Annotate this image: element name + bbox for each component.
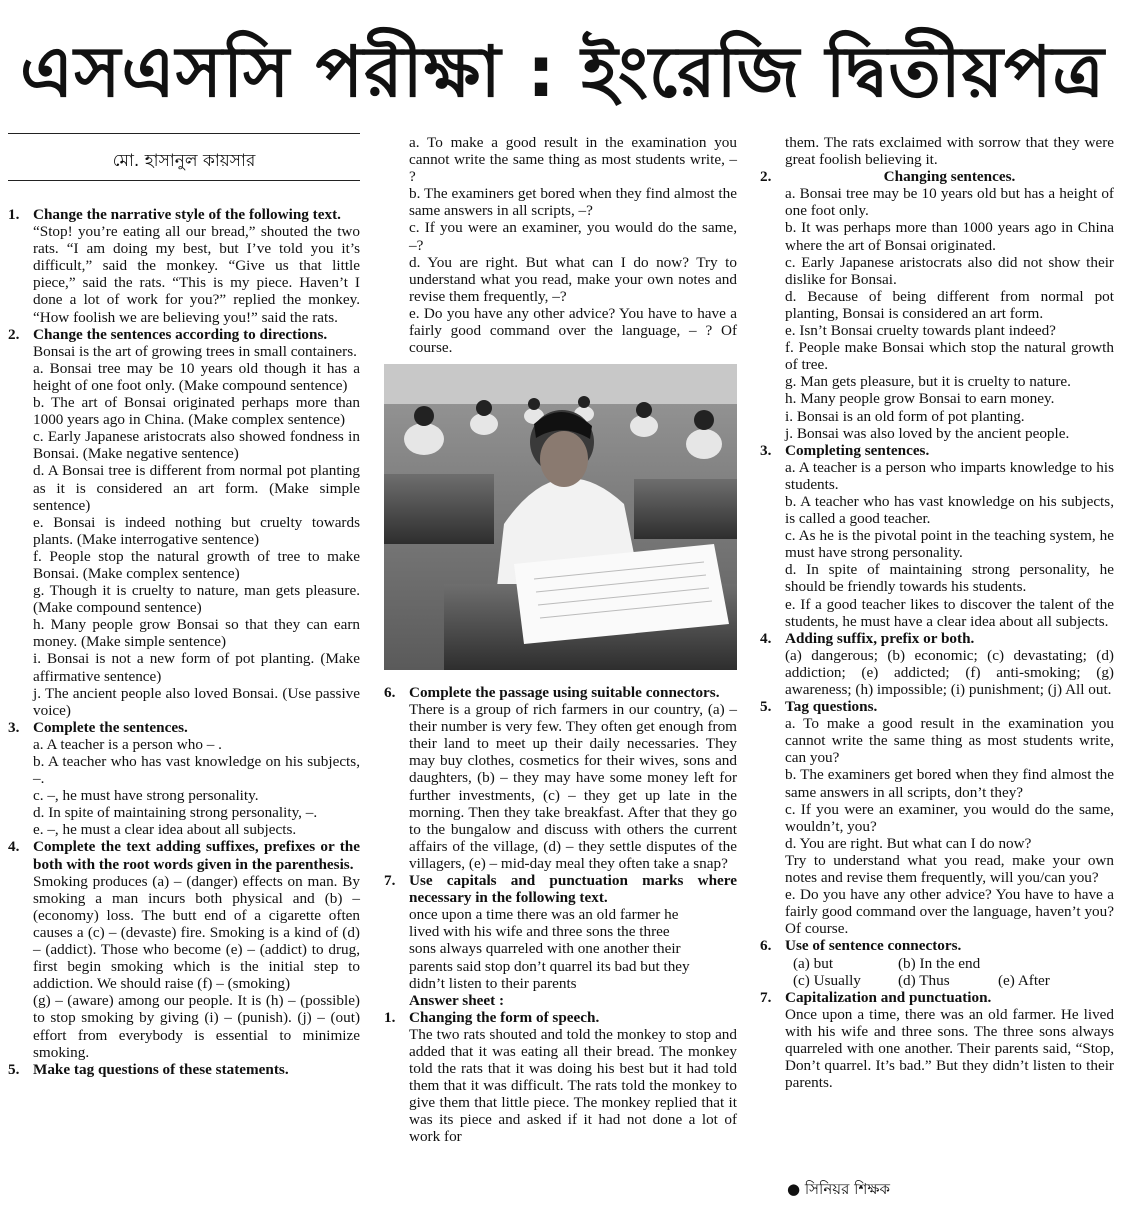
grid-cell: (e) After xyxy=(998,971,1050,989)
answer-2: 2. Changing sentences. a. Bonsai tree may be 10 years old but has a height of one foot only. b. It was perhaps more than 1000 years ago in China where the art of Bonsai originated. c. Early Japanese aristocrats also did not show their dislike for Bonsai. d. Because of being different from normal pot planting, Bonsai is considered an art form. e. Isn’t Bonsai cruelty towards plant indeed? f. People make Bonsai which stop the natural growth of tree. g. Man gets pleasure, but it is cruelty to nature. h. Many people grow Bonsai to earn money. i. Bonsai is an old form of pot planting. j. Bonsai was also loved by the ancient people. xyxy=(760,168,1114,442)
grid-cell xyxy=(998,955,1108,972)
question-text: Smoking produces (a) – (danger) effects on man. By smoking a man incurs both physical and (b) – (economy) loss. The butt end of a cigarette often causes a (c) – (devaste) fire. Smoking is a kind of (d) – (addict). Those who become (e) – (addict) to drug, first begin smoking which is the initial step to addiction. We should raise (f) – (smoking) xyxy=(33,872,360,993)
exam-hall-photo xyxy=(384,364,737,670)
list-item: e. Do you have any other advice? You have to have a fairly good command over the language, – ? Of course. xyxy=(409,304,737,357)
list-item: j. The ancient people also loved Bonsai. (Use passive voice) xyxy=(33,684,360,719)
question-title: Complete the passage using suitable connectors. xyxy=(409,684,720,701)
column-2 xyxy=(384,134,737,356)
answer-title: Changing sentences. xyxy=(883,168,1016,186)
question-5-items xyxy=(384,134,737,356)
list-item: b. A teacher who has vast knowledge on his subjects, –. xyxy=(33,753,360,788)
list-item: a. Bonsai tree may be 10 years old though it has a height of one foot only. (Make compound sentence) xyxy=(33,359,360,394)
answer-4: 4. Adding suffix, prefix or both. (a) dangerous; (b) economic; (c) devastating; (d) addiction; (e) addicted; (f) anti-smoking; (g) awareness; (h) impossible; (i) punishment; (j) All out. xyxy=(760,629,1114,698)
question-title: Make tag questions of these statements. xyxy=(33,1060,289,1078)
list-item: d. In spite of maintaining strong personality, –. xyxy=(33,804,318,822)
question-7: 7. Use capitals and punctuation marks where necessary in the following text. once upon a time there was an old farmer he lived with his wife and three sons the three sons always quarreled with one another their parents said stop don’t quarrel its bad but they didn’t listen to their parents Answer sheet : xyxy=(384,872,737,1009)
list-item: e. Do you have any other advice? You have to have a fairly good command over the language, haven’t you? Of course. xyxy=(785,886,1114,938)
text-line: parents said stop don’t quarrel its bad but they xyxy=(409,957,690,975)
question-5: 5. Make tag questions of these statements. xyxy=(8,1061,360,1078)
list-item: a. Bonsai tree may be 10 years old but has a height of one foot only. xyxy=(785,185,1114,220)
text-line: once upon a time there was an old farmer he xyxy=(409,906,679,924)
list-item: a. A teacher is a person who – . xyxy=(33,735,222,753)
list-item: j. Bonsai was also loved by the ancient people. xyxy=(785,424,1070,442)
grid-cell: (b) In the end xyxy=(898,954,981,972)
column-3 xyxy=(760,134,1114,1091)
list-item: h. Many people grow Bonsai so that they can earn money. (Make simple sentence) xyxy=(33,616,360,651)
list-item: b. The examiners get bored when they find almost the same answers in all scripts, –? xyxy=(409,185,737,220)
question-1: 1. Change the narrative style of the following text. “Stop! you’re eating all our bread,” shouted the two rats. “I am doing my best, but I’ve told you it’s difficult,” said the monkey. “Give us that little piece,” said the rats. “This is my piece. Haven’t I done a lot of work for you?” replied the monkey. “How foolish we are believing you!” said the rats. xyxy=(8,206,360,326)
list-item: e. Isn’t Bonsai cruelty towards plant indeed? xyxy=(785,322,1056,340)
list-item: b. It was perhaps more than 1000 years ago in China where the art of Bonsai originated. xyxy=(785,219,1114,254)
answer-title: Changing the form of speech. xyxy=(409,1008,600,1026)
list-item: b. The examiners get bored when they find almost the same answers in all scripts, don’t they? xyxy=(785,766,1114,801)
list-item: i. Bonsai is not a new form of pot planting. (Make affirmative sentence) xyxy=(33,650,360,685)
text-line: sons always quarreled with one another their xyxy=(409,940,681,958)
answer-title: Completing sentences. xyxy=(785,441,930,459)
answer-title: Tag questions. xyxy=(785,698,878,716)
list-item: a. A teacher is a person who imparts knowledge to his students. xyxy=(785,458,1114,493)
answer-title: Capitalization and punctuation. xyxy=(785,988,992,1006)
list-item: b. The art of Bonsai originated perhaps more than 1000 years ago in China. (Make complex sentence) xyxy=(33,394,360,429)
answer-text: (a) dangerous; (b) economic; (c) devastating; (d) addiction; (e) addicted; (f) anti-smoking; (g) awareness; (h) impossible; (i) punishment; (j) All out. xyxy=(785,646,1114,698)
list-item: d. A Bonsai tree is different from normal pot planting as it is considered an art form. (Make simple sentence) xyxy=(33,462,360,514)
list-item: a. To make a good result in the examination you cannot write the same thing as most students write, – ? xyxy=(409,134,737,186)
list-item: b. A teacher who has vast knowledge on his subjects, is called a good teacher. xyxy=(785,492,1114,528)
question-2: 2. Change the sentences according to directions. Bonsai is the art of growing trees in small containers. a. Bonsai tree may be 10 years old though it has a height of one foot only. (Make compound sentence) b. The art of Bonsai originated perhaps more than 1000 years ago in China. (Make complex sentence) c. Early Japanese aristocrats also showed fondness in Bonsai. (Make negative sentence) d. A Bonsai tree is different from normal pot planting as it is considered an art form. (Make simple sentence) e. Bonsai is indeed nothing but cruelty towards plants. (Make interrogative sentence) f. People stop the natural growth of tree to make Bonsai. (Make complex sentence) g. Though it is cruelty to nature, man gets pleasure. (Make compound sentence) h. Many people grow Bonsai so that they can earn money. (Make simple sentence) i. Bonsai is not a new form of pot planting. (Make affirmative sentence) j. The ancient people also loved Bonsai. (Use passive voice) xyxy=(8,325,360,719)
list-item: c. If you were an examiner, you would do the same, –? xyxy=(409,219,737,254)
byline-rule-bottom xyxy=(8,180,360,181)
list-item: h. Many people grow Bonsai to earn money. xyxy=(785,390,1055,408)
question-title: Change the narrative style of the following text. xyxy=(33,206,341,223)
text-line: didn’t listen to their parents xyxy=(409,974,577,992)
question-title: Use capitals and punctuation marks where necessary in the following text. xyxy=(409,872,737,907)
byline: মো. হাসানুল কায়সার xyxy=(112,151,256,171)
answer-text: The two rats shouted and told the monkey to stop and added that it was eating all their bread. The monkey told the rats that it was doing his best but it had told them that it was difficult. The rats told the monkey to give them that little piece. The monkey replied that it was its piece and asked if it had not done a lot of work for xyxy=(409,1025,737,1146)
list-item: e. If a good teacher likes to discover the talent of the students, he must have a clear idea about all subjects. xyxy=(785,595,1114,630)
question-3: 3. Complete the sentences. a. A teacher is a person who – . b. A teacher who has vast knowledge on his subjects, –. c. –, he must have strong personality. d. In spite of maintaining strong personality, –. e. –, he must a clear idea about all subjects. xyxy=(8,718,360,839)
grid-cell: (c) Usually xyxy=(793,971,861,989)
answer-3: 3. Completing sentences. a. A teacher is a person who imparts knowledge to his students. b. A teacher who has vast knowledge on his subjects, is called a good teacher. c. As he is the pivotal point in the teaching system, he must have strong personality. d. In spite of maintaining strong personality, he should be friendly towards his students. e. If a good teacher likes to discover the talent of the students, he must have a clear idea about all subjects. xyxy=(760,441,1114,630)
author-signature: ● সিনিয়র শিক্ষক xyxy=(787,1180,890,1198)
question-title: Complete the sentences. xyxy=(33,718,188,736)
answer-title: Adding suffix, prefix or both. xyxy=(785,629,975,647)
list-item: d. You are right. But what can I do now? xyxy=(785,834,1032,852)
answer-6: 6. Use of sentence connectors. (a) but (b) In the end (c) Usually (d) Thus (e) After xyxy=(760,937,1114,988)
question-title: Complete the text adding suffixes, prefixes or the both with the root words given in the parenthesis. xyxy=(33,838,360,873)
list-item: e. –, he must a clear idea about all subjects. xyxy=(33,821,297,839)
list-item: c. Early Japanese aristocrats also did not show their dislike for Bonsai. xyxy=(785,253,1114,288)
answer-5: 5. Tag questions. a. To make a good result in the examination you cannot write the same thing as most students write, can you? b. The examiners get bored when they find almost the same answers in all scripts, don’t they? c. If you were an examiner, you would do the same, wouldn’t, you? d. You are right. But what can I do now? Try to understand what you read, make your own notes and revise them frequently, will you/can you? e. Do you have any other advice? You have to have a fairly good command over the language, haven’t you? Of course. xyxy=(760,698,1114,938)
list-item: c. If you were an examiner, you would do the same, wouldn’t, you? xyxy=(785,800,1114,835)
text-line: lived with his wife and three sons the three xyxy=(409,923,670,941)
question-6: 6. Complete the passage using suitable connectors. There is a group of rich farmers in our country, (a) – their number is very few. They often get enough from their land to meet up their daily necessaries. They may buy clothes, cosmetics for their wives, sons and daughters, (b) – they may have some money left for further investments, (c) – they get up late in the morning. Then they take breakfast. After that they go to the bungalow and discuss with others the current affairs of the village, (d) – they settle disputes of the villagers, (e) – mid-day meal they often take a snap? xyxy=(384,684,737,872)
list-item: e. Bonsai is indeed nothing but cruelty towards plants. (Make interrogative sentence) xyxy=(33,513,360,548)
list-item: a. To make a good result in the examination you cannot write the same thing as most students write, can you? xyxy=(785,715,1114,767)
answer-1: 1. Changing the form of speech. The two rats shouted and told the monkey to stop and added that it was eating all their bread. The monkey told the rats that it was doing his best but it had told them that it was difficult. The rats told the monkey to give them that little piece. The monkey replied that it was its piece and asked if it had not done a lot of work for xyxy=(384,1008,737,1146)
list-item: Try to understand what you read, make your own notes and revise them frequently, will you/can you? xyxy=(785,851,1114,887)
answer-text: Once upon a time, there was an old farmer. He lived with his wife and three sons. The three sons always quarreled with one another. Their parents said, “Stop, Don’t quarrel. It’s bad.” But they didn’t listen to their parents. xyxy=(785,1005,1114,1092)
grid-cell: (d) Thus xyxy=(898,971,950,989)
byline-rule-top xyxy=(8,133,360,134)
list-item: f. People stop the natural growth of tree to make Bonsai. (Make complex sentence) xyxy=(33,547,360,582)
page-headline: এসএসসি পরীক্ষা : ইংরেজি দ্বিতীয়পত্র xyxy=(20,31,1105,113)
connector-grid xyxy=(785,955,1114,989)
list-item: f. People make Bonsai which stop the natural growth of tree. xyxy=(785,339,1114,374)
answer-title: Use of sentence connectors. xyxy=(785,937,962,955)
list-item: c. Early Japanese aristocrats also showed fondness in Bonsai. (Make negative sentence) xyxy=(33,428,360,463)
list-item: g. Though it is cruelty to nature, man gets pleasure. (Make compound sentence) xyxy=(33,582,360,617)
answer-sheet-heading: Answer sheet : xyxy=(409,991,505,1009)
answer-1-continued: them. The rats exclaimed with sorrow that they were great foolish believing it. xyxy=(785,134,1114,169)
list-item: d. Because of being different from normal pot planting, Bonsai is considered an art form. xyxy=(785,287,1114,322)
question-text: There is a group of rich farmers in our country, (a) – their number is very few. They often get enough from their land to meet up their daily necessaries. They may buy clothes, cosmetics for their wives, sons and daughters, (b) – they may have some money left for further investments, (c) – they get up late in the morning. Then they take breakfast. After that they go to the bungalow and discuss with others the current affairs of the village, (d) – they settle disputes of the villagers, (e) – mid-day meal they often take a snap? xyxy=(409,701,737,872)
answer-7: 7. Capitalization and punctuation. Once upon a time, there was an old farmer. He lived with his wife and three sons. The three sons always quarreled with one another. Their parents said, “Stop, Don’t quarrel. It’s bad.” But they didn’t listen to their parents. xyxy=(760,988,1114,1092)
list-item: d. You are right. But what can I do now? Try to understand what you read, make your own notes and revise them frequently, –? xyxy=(409,253,737,305)
column-2-lower xyxy=(384,684,737,1146)
list-item: c. –, he must have strong personality. xyxy=(33,787,259,805)
list-item: g. Man gets pleasure, but it is cruelty to nature. xyxy=(785,373,1071,391)
list-item: i. Bonsai is an old form of pot planting. xyxy=(785,407,1025,425)
grid-cell: (a) but xyxy=(793,954,834,972)
exam-hall-photo-icon xyxy=(384,364,737,670)
question-title: Change the sentences according to directions. xyxy=(33,325,328,343)
list-item: c. As he is the pivotal point in the teaching system, he must have strong personality. xyxy=(785,527,1114,562)
question-text: (g) – (aware) among our people. It is (h) – (possible) to stop smoking by giving (i) – (punish). (j) – (out) effort from everybody is essential to minimize smoking. xyxy=(33,992,360,1061)
question-4: 4. Complete the text adding suffixes, prefixes or the both with the root words given in the parenthesis. Smoking produces (a) – (danger) effects on man. By smoking a man incurs both physical and (b) – (economy) loss. The butt end of a cigarette often causes a (c) – (devaste) fire. Smoking is a kind of (d) – (addict). Those who become (e) – (addict) to drug, first begin smoking which is the initial step to addiction. We should raise (f) – (smoking) (g) – (aware) among our people. It is (h) – (possible) to stop smoking by giving (i) – (punish). (j) – (out) effort from everybody is essential to minimize smoking. xyxy=(8,838,360,1061)
list-item: d. In spite of maintaining strong personality, he should be friendly towards his students. xyxy=(785,561,1114,596)
question-intro: Bonsai is the art of growing trees in small containers. xyxy=(33,342,357,360)
question-text: “Stop! you’re eating all our bread,” shouted the two rats. “I am doing my best, but I’ve told you it’s difficult,” said the monkey. “Give us that little piece,” said the rats. “This is my piece. Haven’t I done a lot of work for you?” replied the monkey. “How foolish we are believing you!” said the rats. xyxy=(33,223,360,326)
column-1 xyxy=(8,206,360,1078)
